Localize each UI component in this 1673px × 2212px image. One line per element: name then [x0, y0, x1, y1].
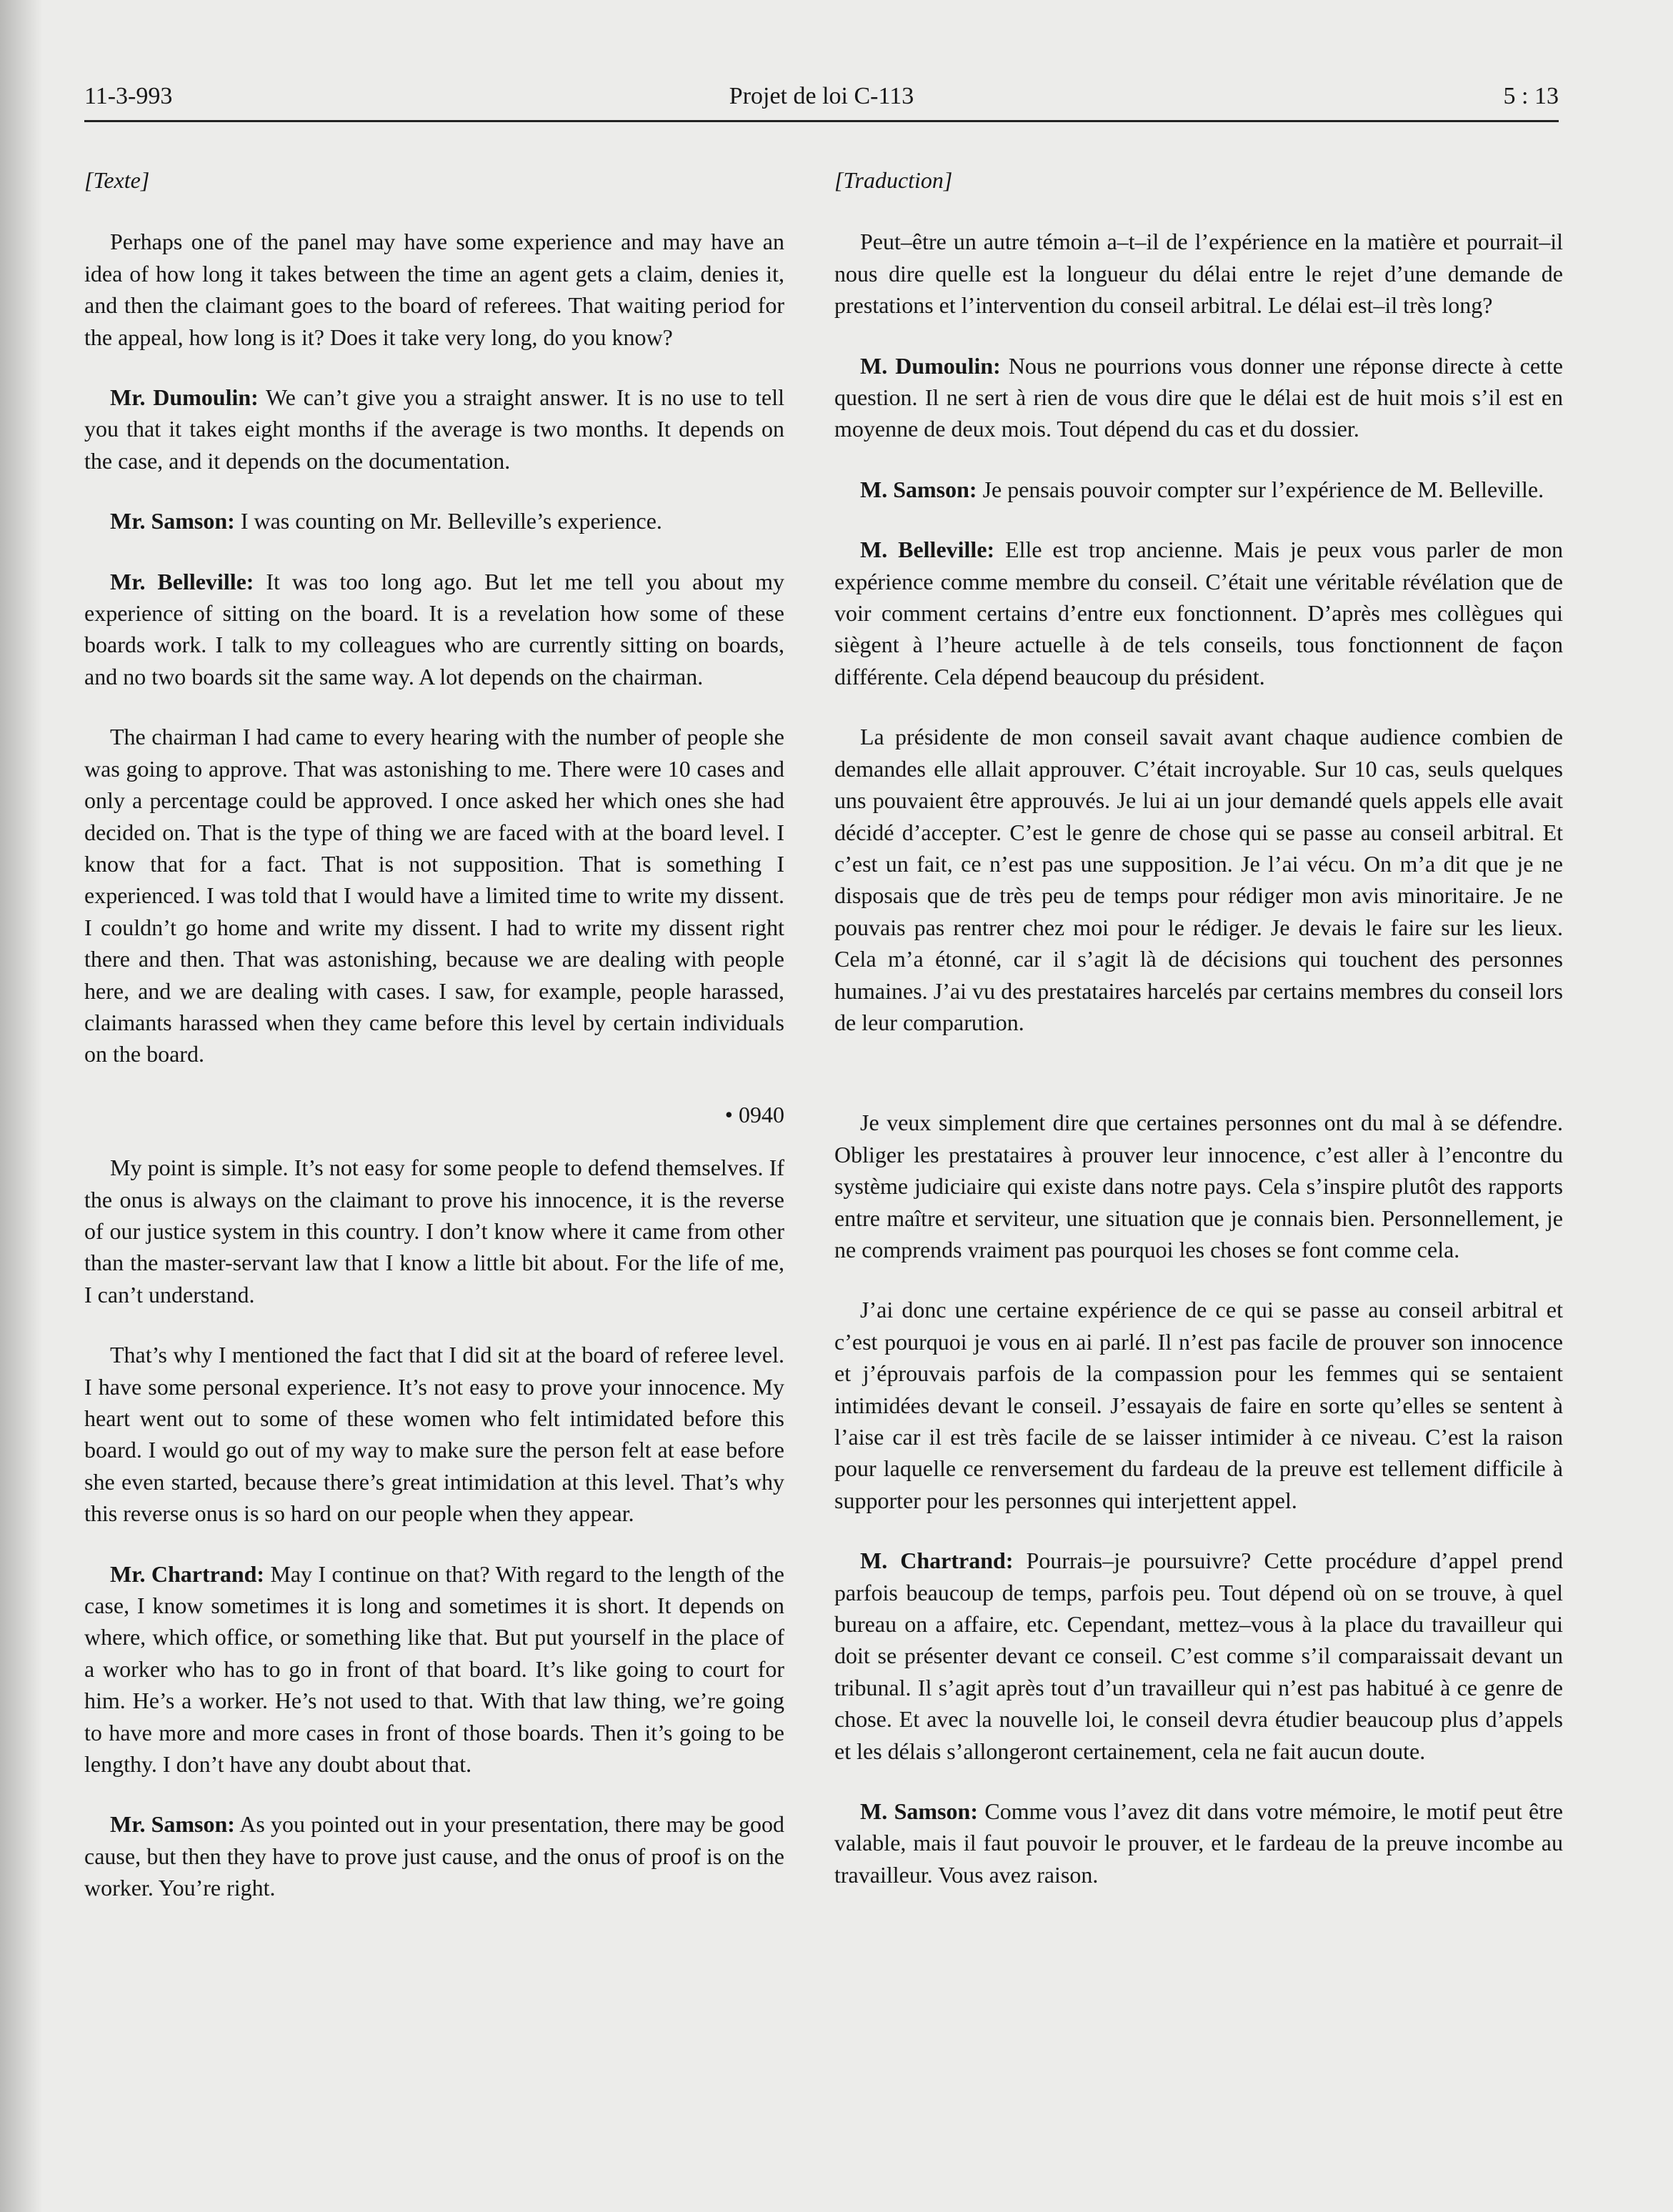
paragraph-text: The chairman I had came to every hearing with the number of people she was going to approve. That was astonishing to me. There were 10 cases and only a percentage could be approved. I once asked her which ones she had decided on. That is the type of thing we are faced with at the board level. I know that for a fact. That is not supposition. That is something I experienced. I was told that I would have a limited time to write my dissent. I couldn’t go home and write my dissent. I had to write my dissent right there and then. That was astonishing, because we are dealing with people here, and we are dealing with cases. I saw, for example, people harassed, claimants harassed when they came before this level by certain individuals on the board.: [84, 724, 784, 1067]
paragraph: [834, 1545, 1563, 1767]
speaker: Mr. Samson:: [110, 508, 235, 534]
paragraph: [834, 1107, 1563, 1265]
speaker: M. Samson:: [860, 1798, 978, 1825]
paragraph: [84, 1558, 784, 1780]
speaker: M. Dumoulin:: [860, 352, 1001, 379]
paragraph-text: Nous ne pourrions vous donner une réponse directe à cette question. Il ne sert à rien de vous dire que le délai est de huit mois s’il est en moyenne de deux mois. Tout dépend du cas et du dossier.: [834, 352, 1564, 442]
speaker: M. Chartrand:: [860, 1548, 1014, 1574]
paragraph: [84, 382, 784, 477]
speaker: Mr. Dumoulin:: [110, 384, 259, 411]
paragraph: [84, 1808, 784, 1903]
language-tag: [Texte]: [84, 167, 150, 193]
page-header: [84, 77, 1559, 120]
paragraph: [834, 534, 1563, 692]
paragraph-text: My point is simple. It’s not easy for some people to defend themselves. If the onus is always on the claimant to prove his innocence, it is the reverse of our justice system in this country. I don’t know where it came from other than the master-servant law that I know a little bit about. For the life of me, I can’t understand.: [84, 1155, 784, 1307]
paragraph-text: May I continue on that? With regard to the length of the case, I know sometimes it is long and sometimes it is short. It depends on where, which office, or something like that. But put yourself in the place of a worker who has to go in front of that board. It’s like going to court for him. He’s a worker. He’s not used to that. With that law thing, we’re going to have more and more cases in front of those boards. Then it’s going to be lengthy. I don’t have any doubt about that.: [84, 1560, 785, 1778]
paragraph-text: As you pointed out in your presentation, there may be good cause, but then they have to prove just cause, and the onus of proof is on the worker. You’re right.: [84, 1811, 784, 1901]
language-tag: [Traduction]: [834, 167, 953, 193]
paragraph: [84, 226, 784, 353]
paragraph-text: Je pensais pouvoir compter sur l’expérience de M. Belleville.: [977, 476, 1544, 502]
paragraph-text: J’ai donc une certaine expérience de ce qui se passe au conseil arbitral et c’est pourquoi je vous en ai parlé. Il n’est pas facile de prouver son innocence et j’éprouvais parfois de la compassion pour les femmes qui se sentaient intimidées devant le conseil. J’essayais de faire en sorte qu’elles se sentent à l’aise car il est très facile de se laisser intimider à ce niveau. C’est la raison pour laquelle ce renversement du fardeau de la preuve est tellement difficile à supporter pour les personnes qui interjettent appel.: [834, 1297, 1563, 1513]
paragraph: [834, 1795, 1563, 1890]
speaker: Mr. Belleville:: [110, 568, 254, 594]
header-title: Projet de loi C-113: [729, 83, 914, 109]
paragraph: [834, 474, 1563, 505]
paragraph-text: Pourrais–je poursuivre? Cette procédure d’appel prend parfois beaucoup de temps, parfois peu. Tout dépend où on se trouve, à quel bureau on a affaire, etc. Cependant, mettez–vous à la place du travailleur qui doit se présenter devant ce conseil. C’est comme s’il comparaissait devant un tribunal. Il s’agit après tout d’un travailleur qui n’est pas habitué à ce genre de chose. Et avec la nouvelle loi, le conseil devra étudier beaucoup plus d’appels et les délais s’allongeront certainement, cela ne fait aucun doute.: [834, 1548, 1564, 1764]
paragraph-text: Perhaps one of the panel may have some experience and may have an idea of how long it takes between the time an agent gets a claim, denies it, and then the claimant goes to the board of referees. That waiting period for the appeal, how long is it? Does it take very long, do you know?: [84, 229, 784, 350]
paragraph: [834, 721, 1563, 1038]
paragraph-text: It was too long ago. But let me tell you about my experience of sitting on the board. It is a revelation how some of these boards work. I talk to my colleagues who are currently sitting on boards, and no two boards sit the same way. A lot depends on the chairman.: [84, 568, 785, 689]
paragraph: [834, 1294, 1563, 1516]
header-date: 11-3-993: [84, 83, 173, 109]
paragraph: [84, 566, 784, 693]
english-column: [84, 164, 784, 1933]
paragraph-text: La présidente de mon conseil savait avant chaque audience combien de demandes elle allait approuver. C’était incroyable. Sur 10 cas, seuls quelques uns pouvaient être approuvés. Je lui ai un jour demandé quels appels elle avait décidé d’accepter. C’est le genre de chose qui se passe au conseil arbitral. Et c’est un fait, ce n’est pas une supposition. Je l’ai vécu. On m’a dit que je ne disposais que de très peu de temps pour rédiger mon avis minoritaire. Je ne pouvais pas rentrer chez moi pour le rédiger. Je devais le faire sur les lieux. Cela m’a étonné, car il s’agit là de décisions qui touchent des personnes humaines. J’ai vu des prestataires harcelés par certains membres du conseil lors de leur comparution.: [834, 724, 1563, 1035]
paragraph-text: I was counting on Mr. Belleville’s experience.: [234, 508, 662, 534]
speaker: Mr. Chartrand:: [110, 1560, 265, 1587]
paragraph-text: Je veux simplement dire que certaines personnes ont du mal à se défendre. Obliger les prestataires à prouver leur innocence, c’est aller à l’encontre du système judiciaire qui existe dans notre pays. Cela s’inspire plutôt des rapports entre maître et serviteur, une situation que je connais bien. Personnellement, je ne comprends vraiment pas pourquoi les choses se font comme cela.: [834, 1110, 1563, 1262]
speaker: Mr. Samson:: [110, 1811, 235, 1838]
paragraph-text: That’s why I mentioned the fact that I did sit at the board of referee level. I have some personal experience. It’s not easy to prove your innocence. My heart went out to some of these women who felt intimidated before this board. I would go out of my way to make sure the person felt at ease before she even started, because there’s great intimidation at this level. That’s why this reverse onus is so hard on our people when they appear.: [84, 1342, 784, 1527]
header-rule: [84, 120, 1559, 122]
paragraph-text: Elle est trop ancienne. Mais je peux vous parler de mon expérience comme membre du conseil. C’était une véritable révélation que de voir comment certains d’entre eux fonctionnent. D’après mes collègues qui siègent à l’heure actuelle à de tels conseils, tous fonctionnent de façon différente. Cela dépend beaucoup du président.: [834, 537, 1564, 689]
paragraph-text: We can’t give you a straight answer. It is no use to tell you that it takes eight months if the average is two months. It depends on the case, and it depends on the documentation.: [84, 384, 785, 474]
paragraph-text: Peut–être un autre témoin a–t–il de l’expérience en la matière et pourrait–il nous dire quelle est la longueur du délai entre le rejet d’une demande de prestations et l’intervention du conseil arbitral. Le délai est–il très long?: [834, 229, 1563, 319]
paragraph-text: Comme vous l’avez dit dans votre mémoire, le motif peut être valable, mais il faut pouvoir le prouver, et le fardeau de la preuve incombe au travailleur. Vous avez raison.: [834, 1798, 1564, 1888]
paragraph: [84, 721, 784, 1070]
time-marker: • 0940: [724, 1101, 784, 1127]
paragraph: [834, 226, 1563, 321]
french-column: [834, 164, 1563, 1919]
paragraph: [84, 1339, 784, 1529]
speaker: M. Belleville:: [860, 537, 995, 563]
speaker: M. Samson:: [860, 476, 977, 502]
paragraph: [84, 505, 784, 537]
binding-shadow: [0, 0, 43, 2212]
header-page-number: 5 : 13: [1503, 83, 1559, 109]
paragraph: [84, 1152, 784, 1310]
paragraph: [834, 350, 1563, 445]
